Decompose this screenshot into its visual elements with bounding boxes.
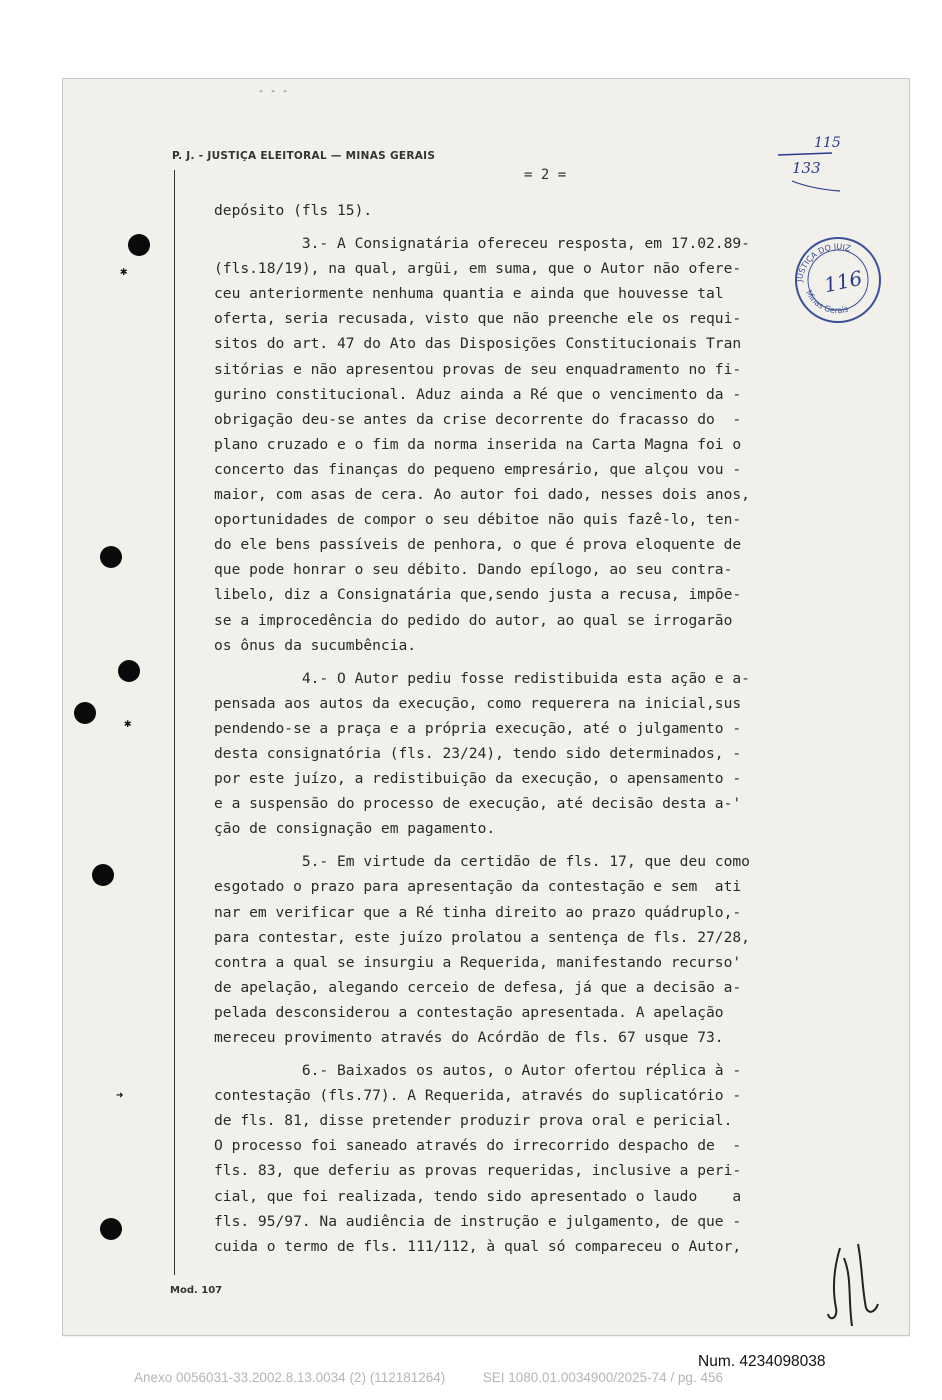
small-mark: ✱ [124, 716, 132, 730]
margin-line [174, 170, 175, 1275]
binder-hole [128, 234, 150, 256]
document-body [214, 198, 824, 1259]
text-line: esgotado o prazo para apresentação da contestação e sem ati [214, 878, 742, 896]
text-line: (fls.18/19), na qual, argüi, em suma, que o Autor não ofere- [214, 260, 742, 278]
page-number: = 2 = [524, 167, 567, 183]
text-line: maior, com asas de cera. Ao autor foi dado, nesses dois anos, [214, 486, 750, 504]
institution-header: P. J. - JUSTIÇA ELEITORAL — MINAS GERAIS [172, 150, 436, 162]
text-line: fls. 95/97. Na audiência de instrução e julgamento, de que - [214, 1212, 742, 1230]
folio-bottom: 133 [792, 159, 821, 177]
text-line: contestação (fls.77). A Requerida, através do suplicatório - [214, 1087, 742, 1105]
text-line: pelada desconsiderou a contestação apresentada. A apelação [214, 1003, 724, 1021]
text-line: oferta, seria recusada, visto que não preenche ele os requi- [214, 310, 742, 328]
stamp-text-top: JUSTIÇA DO JUIZ [795, 242, 852, 283]
text-line: 4.- O Autor pediu fosse redistibuida esta ação e a- [214, 669, 750, 687]
handwritten-signature [822, 1238, 880, 1330]
binder-hole [118, 660, 140, 682]
small-mark: ➜ [116, 1088, 124, 1102]
paragraph-gap [214, 223, 824, 231]
binder-hole [92, 864, 114, 886]
binder-hole [100, 1218, 122, 1240]
text-line: que pode honrar o seu débito. Dando epílogo, ao seu contra- [214, 561, 733, 579]
text-line: sitos do art. 47 do Ato das Disposições Constitucionais Tran [214, 335, 742, 353]
text-line: para contestar, este juízo prolatou a sentença de fls. 27/28, [214, 928, 750, 946]
text-line: pendendo-se a praça e a própria execução, até o julgamento - [214, 719, 742, 737]
text-line: desta consignatória (fls. 23/24), tendo sido determinados, - [214, 744, 742, 762]
text-line: por este juízo, a redistibuição da execução, o apensamento - [214, 770, 742, 788]
text-line: oportunidades de compor o seu débitoe não quis fazê-lo, ten- [214, 511, 742, 529]
document-number: Num. 4234098038 [698, 1353, 826, 1370]
text-line: se a improcedência do pedido do autor, ao qual se irrogarão [214, 611, 733, 629]
text-line: libelo, diz a Consignatária que,sendo justa a recusa, impõe- [214, 586, 742, 604]
text-line: ção de consignação em pagamento. [214, 820, 496, 838]
text-line: 3.- A Consignatária ofereceu resposta, em 17.02.89- [214, 235, 750, 253]
paragraph-gap [214, 658, 824, 666]
stamp-folio: 116 [821, 265, 865, 298]
text-line: 6.- Baixados os autos, o Autor ofertou réplica à - [214, 1062, 742, 1080]
paragraph-gap [214, 841, 824, 849]
text-line: pensada aos autos da execução, como requerera na inicial,sus [214, 694, 742, 712]
binder-hole [74, 702, 96, 724]
top-mark: - - - [258, 86, 289, 97]
binder-hole [100, 546, 122, 568]
text-line: ceu anteriormente nenhuma quantia e ainda que houvesse tal [214, 285, 724, 303]
text-line: O processo foi saneado através do irrecorrido despacho de - [214, 1137, 742, 1155]
text-line: plano cruzado e o fim da norma inserida na Carta Magna foi o [214, 435, 742, 453]
small-mark: ✱ [120, 264, 128, 278]
text-line: contra a qual se insurgiu a Requerida, manifestando recurso' [214, 953, 742, 971]
text-line: depósito (fls 15). [214, 202, 373, 219]
text-line: de apelação, alegando cerceio de defesa, já que a decisão a- [214, 978, 742, 996]
folio-top: 115 [814, 135, 841, 151]
text-line: cuida o termo de fls. 111/112, à qual só compareceu o Autor, [214, 1237, 742, 1255]
annex-footer: Anexo 0056031-33.2002.8.13.0034 (2) (112181264) SEI 1080.01.0034900/2025-74 / pg. 456 [134, 1370, 723, 1385]
text-line: cial, que foi realizada, tendo sido apresentado o laudo a [214, 1187, 742, 1205]
text-line: sitórias e não apresentou provas de seu enquadramento no fi- [214, 360, 742, 378]
text-line: e a suspensão do processo de execução, até decisão desta a-' [214, 795, 742, 813]
text-line: do ele bens passíveis de penhora, o que é prova eloquente de [214, 536, 742, 554]
text-line: de fls. 81, disse pretender produzir prova oral e pericial. [214, 1112, 733, 1130]
folio-handwritten-mark [772, 133, 842, 193]
text-line: os ônus da sucumbência. [214, 636, 417, 654]
text-line: mereceu provimento através do Acórdão de fls. 67 usque 73. [214, 1029, 724, 1046]
paragraph-gap [214, 1050, 824, 1058]
stamp-text-bottom: Minas Gerais [804, 288, 850, 316]
text-line: gurino constitucional. Aduz ainda a Ré que o vencimento da - [214, 385, 742, 403]
text-line: nar em verificar que a Ré tinha direito ao prazo quádruplo,- [214, 903, 742, 921]
text-line: concerto das finanças do pequeno empresário, que alçou vou - [214, 460, 742, 478]
text-line: obrigação deu-se antes da crise decorrente do fracasso do - [214, 410, 742, 428]
form-code: Mod. 107 [170, 1285, 223, 1296]
text-line: fls. 83, que deferiu as provas requeridas, inclusive a peri- [214, 1162, 742, 1180]
text-line: 5.- Em virtude da certidão de fls. 17, que deu como [214, 853, 750, 871]
